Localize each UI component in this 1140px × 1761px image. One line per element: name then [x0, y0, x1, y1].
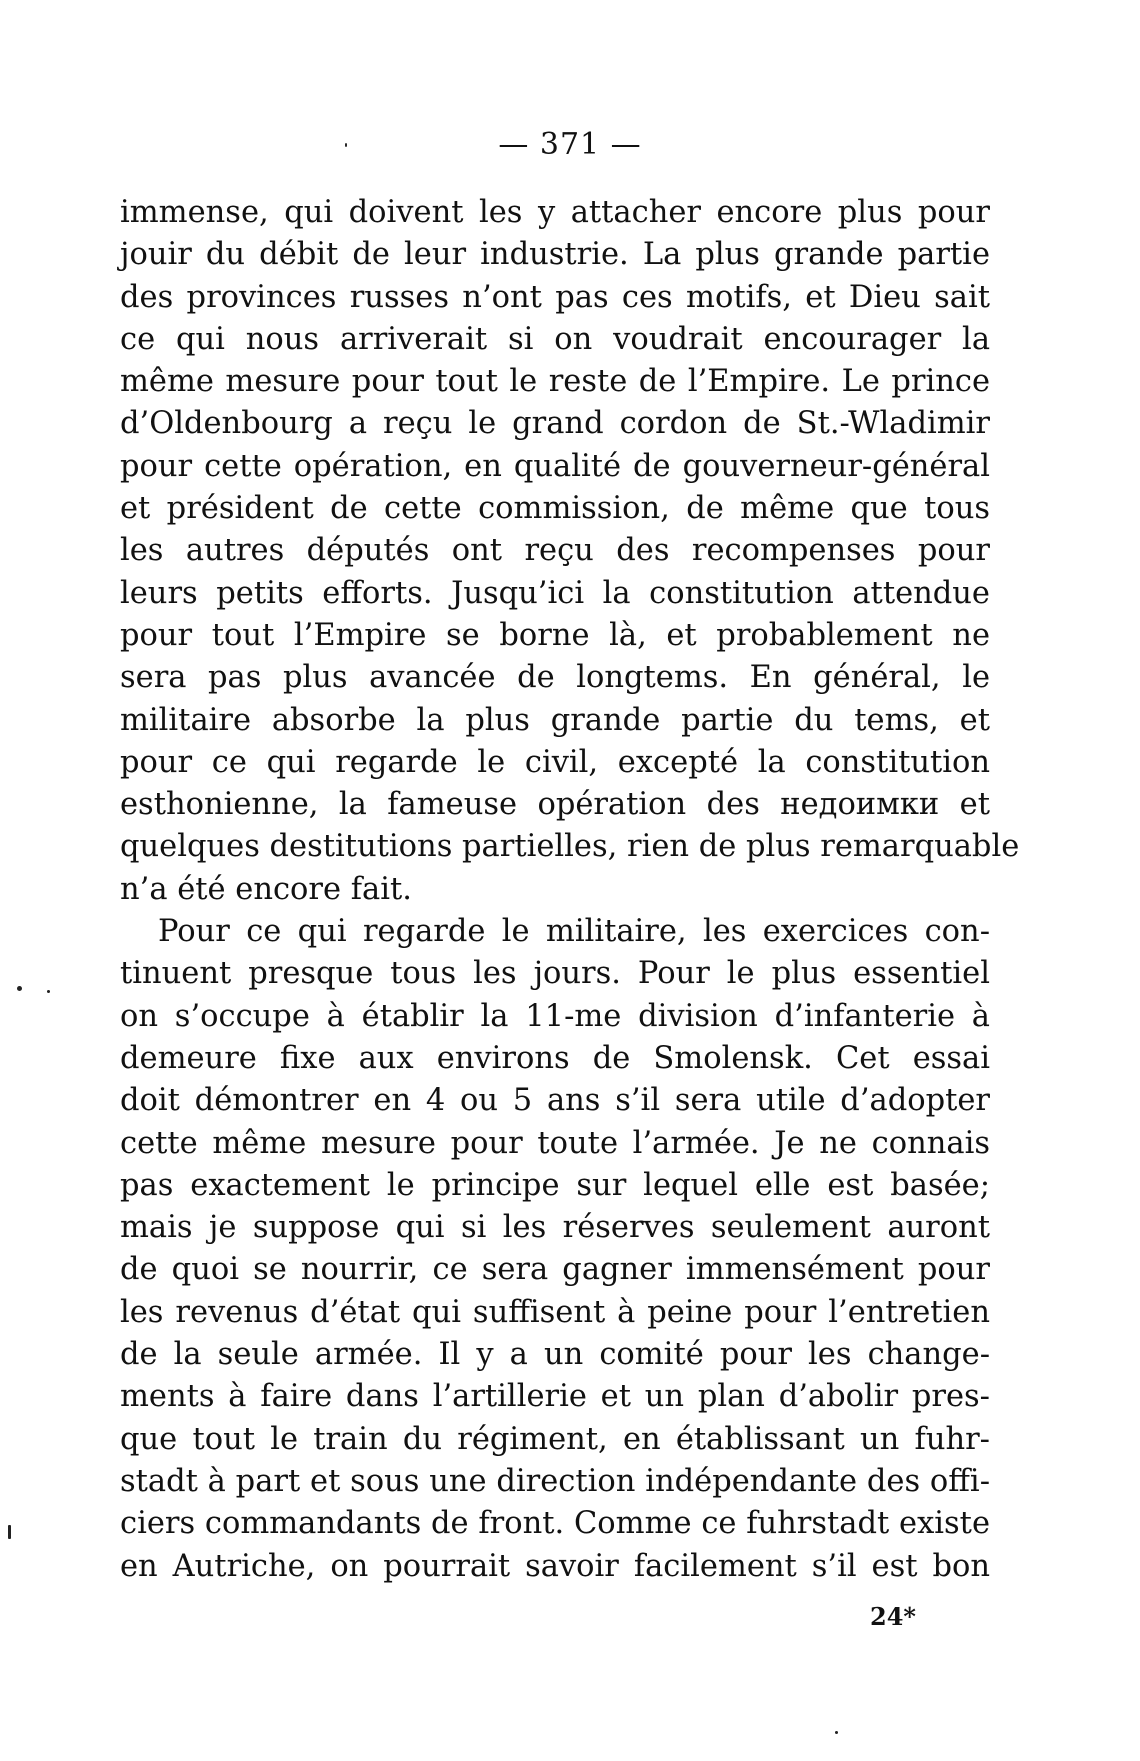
- scan-speck: [8, 1525, 11, 1539]
- text-line: les revenus d’état qui suffisent à peine pour l’entretien: [120, 1294, 990, 1330]
- page-number: — 371 —: [498, 127, 642, 162]
- text-line: ciers commandants de front. Comme ce fuhrstadt existe: [120, 1506, 990, 1542]
- text-line: pour ce qui regarde le civil, excepté la constitution: [120, 744, 990, 780]
- text-line: des provinces russes n’ont pas ces motifs, et Dieu sait: [120, 279, 990, 315]
- text-line: de quoi se nourrir, ce sera gagner immensément pour: [120, 1252, 990, 1288]
- text-line: ments à faire dans l’artillerie et un plan d’abolir pres-: [120, 1379, 990, 1415]
- text-line: leurs petits efforts. Jusqu’ici la constitution attendue: [120, 575, 990, 611]
- text-line: que tout le train du régiment, en établissant un fuhr-: [120, 1421, 990, 1457]
- text-line: demeure fixe aux environs de Smolensk. Cet essai: [120, 1040, 990, 1076]
- text-line: stadt à part et sous une direction indépendante des offi-: [120, 1463, 990, 1499]
- text-line: même mesure pour tout le reste de l’Empire. Le prince: [120, 364, 990, 400]
- text-line: les autres députés ont reçu des recompenses pour: [120, 533, 990, 569]
- text-line: d’Oldenbourg a reçu le grand cordon de St.-Wladimir: [120, 406, 990, 442]
- text-line: tinuent presque tous les jours. Pour le plus essentiel: [120, 956, 990, 992]
- text-line: pour tout l’Empire se borne là, et probablement ne: [120, 617, 990, 653]
- text-line: doit démontrer en 4 ou 5 ans s’il sera utile d’adopter: [120, 1083, 990, 1119]
- text-line: de la seule armée. Il y a un comité pour les change-: [120, 1337, 990, 1373]
- scan-speck: [835, 1731, 838, 1734]
- text-line: immense, qui doivent les y attacher encore plus pour: [120, 195, 990, 230]
- text-line: Pour ce qui regarde le militaire, les exercices con-: [158, 914, 990, 950]
- text-line: cette même mesure pour toute l’armée. Je ne connais: [120, 1125, 990, 1161]
- signature-mark: 24*: [870, 1602, 916, 1631]
- text-line: jouir du débit de leur industrie. La plus grande partie: [120, 237, 990, 273]
- text-line: quelques destitutions partielles, rien de plus remarquable: [120, 829, 1020, 865]
- text-line: on s’occupe à établir la 11-me division d’infanterie à: [120, 998, 990, 1034]
- text-line: et président de cette commission, de même que tous: [120, 491, 990, 527]
- text-line: militaire absorbe la plus grande partie du tems, et: [120, 702, 990, 738]
- text-line: sera pas plus avancée de longtems. En général, le: [120, 660, 990, 696]
- text-line: pas exactement le principe sur lequel elle est basée;: [120, 1167, 990, 1203]
- text-line: pour cette opération, en qualité de gouverneur-général: [120, 448, 990, 484]
- body-text: [120, 192, 1020, 1588]
- scan-speck: [47, 990, 50, 993]
- text-line: n’a été encore fait.: [120, 871, 412, 907]
- text-line: en Autriche, on pourrait savoir facilement s’il est bon: [120, 1548, 990, 1584]
- text-line: ce qui nous arriverait si on voudrait encourager la: [120, 321, 990, 357]
- scan-speck: [345, 143, 347, 147]
- scan-speck: [17, 986, 22, 991]
- text-line: esthonienne, la fameuse opération des недоимки et: [120, 787, 990, 823]
- text-line: mais je suppose qui si les réserves seulement auront: [120, 1210, 990, 1246]
